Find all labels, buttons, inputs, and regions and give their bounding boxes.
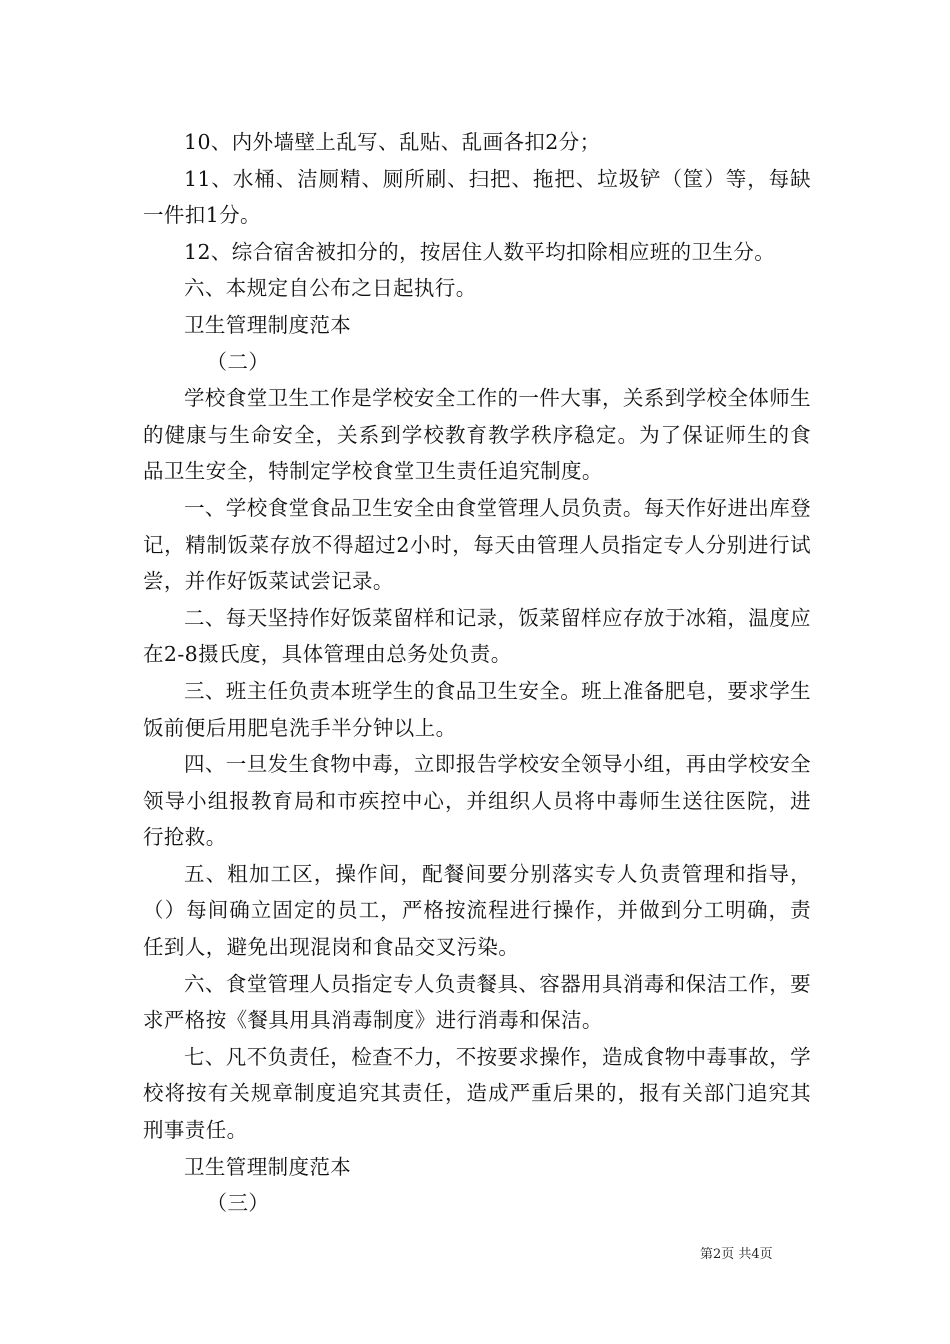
paragraph-intro: 学校食堂卫生工作是学校安全工作的一件大事，关系到学校全体师生的健康与生命安全，关系到学校教育教学秩序稳定。为了保证师生的食品卫生安全，特制定学校食堂卫生责任追究制度。 bbox=[143, 386, 811, 484]
section-title-2: 卫生管理制度范本 bbox=[184, 312, 352, 337]
paragraph-rule-4: 四、一旦发生食物中毒，立即报告学校安全领导小组，再由学校安全领导小组报教育局和市疾控中心，并组织人员将中毒师生送往医院，进行抢救。 bbox=[143, 752, 811, 850]
section-number-3: （三） bbox=[206, 1191, 270, 1216]
page-number-footer: 第2页 共4页 bbox=[700, 1247, 773, 1262]
paragraph-rule-5: 五、粗加工区，操作间，配餐间要分别落实专人负责管理和指导，（）每间确立固定的员工，严格按流程进行操作，并做到分工明确，责任到人，避免出现混岗和食品交叉污染。 bbox=[143, 861, 811, 960]
section-number-2: （二） bbox=[206, 349, 270, 374]
paragraph-rule-2: 二、每天坚持作好饭菜留样和记录，饭菜留样应存放于冰箱，温度应在2-8摄氏度，具体管理由总务处负责。 bbox=[143, 605, 811, 667]
paragraph-effective-date: 六、本规定自公布之日起执行。 bbox=[184, 276, 477, 301]
paragraph-rule-1: 一、学校食堂食品卫生安全由食堂管理人员负责。每天作好进出库登记，精制饭菜存放不得超过2小时，每天由管理人员指定专人分别进行试尝，并作好饭菜试尝记录。 bbox=[143, 495, 811, 594]
paragraph-item-12: 12、综合宿舍被扣分的，按居住人数平均扣除相应班的卫生分。 bbox=[184, 239, 776, 264]
paragraph-rule-7: 七、凡不负责任，检查不力，不按要求操作，造成食物中毒事故，学校将按有关规章制度追究其责任，造成严重后果的，报有关部门追究其刑事责任。 bbox=[143, 1044, 811, 1143]
paragraph-item-10: 10、内外墙壁上乱写、乱贴、乱画各扣2分； bbox=[184, 130, 601, 154]
section-title-3: 卫生管理制度范本 bbox=[184, 1154, 352, 1179]
paragraph-item-11: 11、水桶、洁厕精、厕所刷、扫把、拖把、垃圾铲（筐）等，每缺一件扣1分。 bbox=[143, 166, 811, 228]
paragraph-rule-3: 三、班主任负责本班学生的食品卫生安全。班上准备肥皂，要求学生饭前便后用肥皂洗手半分钟以上。 bbox=[143, 678, 811, 740]
paragraph-rule-6: 六、食堂管理人员指定专人负责餐具、容器用具消毒和保洁工作，要求严格按《餐具用具消毒制度》进行消毒和保洁。 bbox=[143, 971, 811, 1033]
document-body bbox=[143, 124, 811, 1222]
